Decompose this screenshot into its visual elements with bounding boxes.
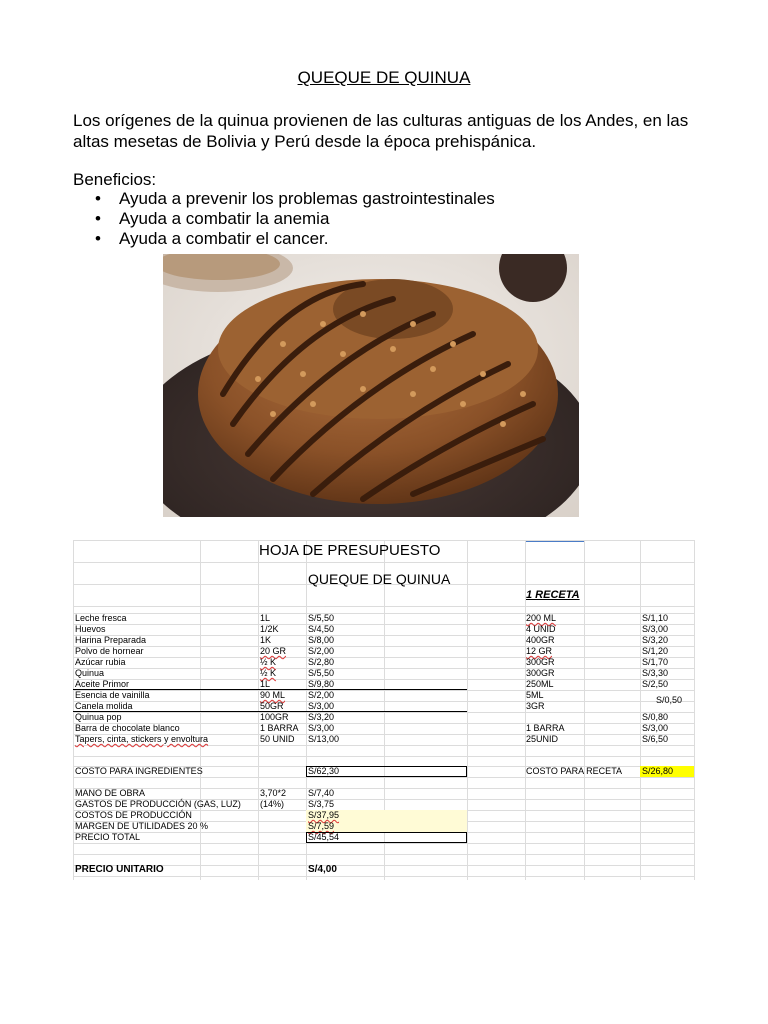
recipe-qty: 250ML [526, 679, 554, 689]
cost-recipe-label: COSTO PARA RECETA [526, 766, 623, 776]
sheet-title: HOJA DE PRESUPUESTO [259, 542, 441, 559]
ingredient-price: S/2,00 [308, 646, 335, 656]
total-price-value: S/45,54 [308, 832, 340, 842]
ingredient-name: Leche fresca [75, 613, 127, 623]
ingredient-name: Barra de chocolate blanco [75, 723, 180, 733]
recipe-price: S/2,50 [642, 679, 669, 689]
ingredient-price: S/2,80 [308, 657, 335, 667]
intro-paragraph: Los orígenes de la quinua provienen de las culturas antiguas de los Andes, en las altas mesetas de Bolivia y Perú desde la época prehispánica. [73, 111, 689, 151]
ingredient-price: S/8,00 [308, 635, 335, 645]
recipe-qty: 4 UNID [526, 624, 556, 634]
ingredient-qty: 1 BARRA [260, 723, 299, 733]
recipe-qty: 1 BARRA [526, 723, 565, 733]
ingredient-name: Canela molida [75, 701, 133, 711]
list-item: • Ayuda a combatir el cancer. [95, 229, 329, 248]
recipe-qty: 3GR [526, 701, 545, 711]
merged-price: S/0,50 [656, 695, 683, 705]
production-cost-label: COSTOS DE PRODUCCIÓN [75, 810, 192, 820]
ingredient-name: Azúcar rubia [75, 657, 126, 667]
list-item: • Ayuda a prevenir los problemas gastrointestinales [95, 189, 495, 208]
ingredient-price: S/3,00 [308, 701, 335, 711]
ingredient-price: S/4,50 [308, 624, 335, 634]
recipe-qty: 25UNID [526, 734, 559, 744]
bullet-icon: • [95, 209, 101, 228]
production-cost-value: S/37,95 [308, 810, 340, 820]
recipe-qty: 200 ML [526, 613, 557, 623]
recipe-qty: 300GR [526, 668, 555, 678]
recipe-price: S/3,00 [642, 624, 669, 634]
document-title: QUEQUE DE QUINUA [297, 68, 471, 87]
recipe-price: S/1,20 [642, 646, 669, 656]
ingredient-qty: 1K [260, 635, 272, 645]
labor-value: S/7,40 [308, 788, 335, 798]
ingredient-qty: 50GR [260, 701, 284, 711]
ingredient-price: S/5,50 [308, 613, 335, 623]
recipe-price: S/1,10 [642, 613, 669, 623]
production-expenses-label: GASTOS DE PRODUCCIÓN (GAS, LUZ) [75, 799, 241, 809]
ingredient-name: Quinua [75, 668, 105, 678]
cake-photo [163, 254, 579, 517]
ingredient-name: Esencia de vainilla [75, 690, 150, 700]
list-item: • Ayuda a combatir la anemia [95, 209, 330, 228]
ingredient-name: Harina Preparada [75, 635, 147, 645]
benefits-heading: Beneficios: [73, 170, 157, 189]
ingredient-price: S/3,00 [308, 723, 335, 733]
recipe-qty: 12 GR [526, 646, 553, 656]
bullet-icon: • [95, 189, 101, 208]
ingredient-price: S/3,20 [308, 712, 335, 722]
ingredient-price: S/2,00 [308, 690, 335, 700]
production-expenses-qty: (14%) [260, 799, 285, 809]
recipe-qty: 400GR [526, 635, 555, 645]
cake-illustration [163, 254, 579, 517]
ingredient-qty: 90 ML [260, 690, 286, 700]
ingredient-qty: 50 UNID [260, 734, 295, 744]
ingredient-name: Aceite Primor [75, 679, 130, 689]
ingredient-qty: ½ K [260, 657, 277, 667]
ingredient-name: Quinua pop [75, 712, 122, 722]
ingredient-qty: 100GR [260, 712, 289, 722]
recipe-price: S/6,50 [642, 734, 669, 744]
unit-price-value: S/4,00 [308, 864, 337, 875]
recipe-price: S/1,70 [642, 657, 669, 667]
ingredient-price: S/13,00 [308, 734, 340, 744]
recipe-price: S/3,00 [642, 723, 669, 733]
recipe-price: S/3,30 [642, 668, 669, 678]
ingredient-qty: 1L [260, 679, 271, 689]
cost-recipe-value: S/26,80 [642, 766, 674, 776]
ingredient-qty: 20 GR [260, 646, 287, 656]
recipe-label: 1 RECETA [526, 589, 580, 601]
sheet-subtitle: QUEQUE DE QUINUA [308, 571, 451, 587]
ingredient-qty: 1L [260, 613, 271, 623]
bullet-icon: • [95, 229, 101, 248]
profit-margin-value: S/7,59 [308, 821, 335, 831]
ingredient-name: Tapers, cinta, stickers y envoltura [75, 734, 209, 744]
total-price-label: PRECIO TOTAL [75, 832, 141, 842]
cost-ingredients-label: COSTO PARA INGREDIENTES [75, 766, 203, 776]
recipe-price: S/3,20 [642, 635, 669, 645]
recipe-qty: 5ML [526, 690, 544, 700]
ingredient-qty: 1/2K [260, 624, 279, 634]
unit-price-label: PRECIO UNITARIO [75, 864, 164, 875]
recipe-qty: 300GR [526, 657, 555, 667]
ingredient-price: S/9,80 [308, 679, 335, 689]
production-expenses-value: S/3,75 [308, 799, 335, 809]
benefits-list [73, 189, 495, 249]
cost-ingredients-value: S/62,30 [308, 766, 340, 776]
ingredient-qty: ½ K [260, 668, 277, 678]
profit-margin-label: MARGEN DE UTILIDADES 20 % [75, 821, 209, 831]
ingredient-price: S/5,50 [308, 668, 335, 678]
ingredient-name: Huevos [75, 624, 106, 634]
labor-label: MANO DE OBRA [75, 788, 146, 798]
recipe-price: S/0,80 [642, 712, 669, 722]
ingredient-name: Polvo de hornear [75, 646, 144, 656]
labor-qty: 3,70*2 [260, 788, 287, 798]
budget-sheet [73, 540, 695, 880]
